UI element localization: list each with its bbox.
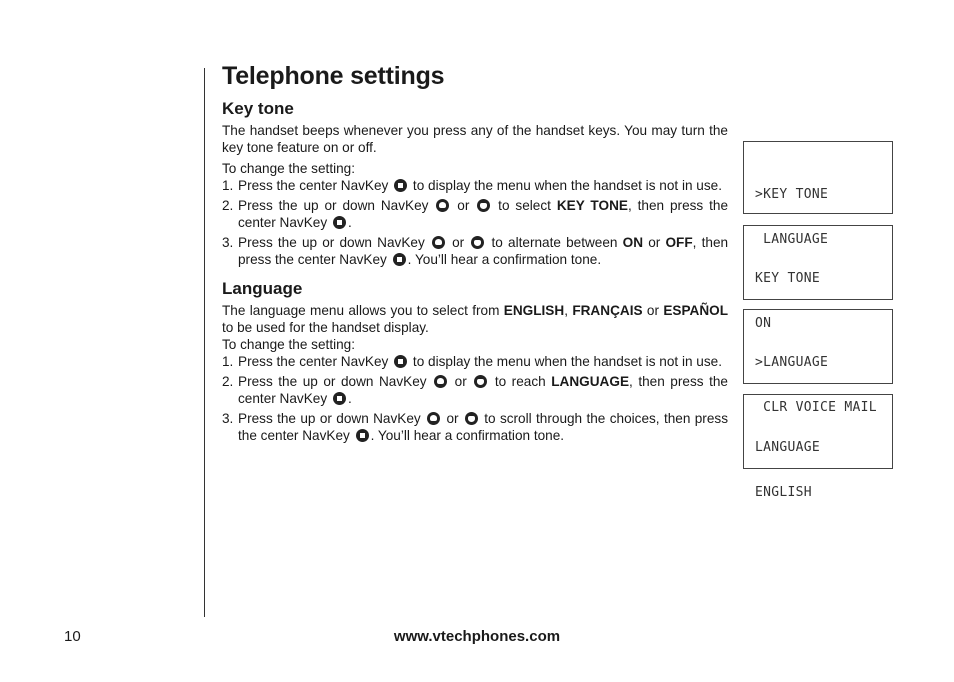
language-heading: Language <box>222 279 303 298</box>
key-tone-steps <box>222 177 728 268</box>
page-title: Telephone settings <box>222 62 445 90</box>
page-number: 10 <box>64 628 81 645</box>
navkey-center-icon <box>356 429 369 442</box>
list-item: 1. Press the center NavKey to display the menu when the handset is not in use. <box>222 178 723 193</box>
footer-url: www.vtechphones.com <box>393 628 561 645</box>
navkey-up-icon <box>427 412 440 425</box>
lcd-screen-key-tone-on: KEY TONE ON <box>743 225 893 300</box>
key-tone-to-change: To change the setting: <box>222 161 356 176</box>
navkey-down-icon <box>465 412 478 425</box>
list-item: 3. Press the up or down NavKey or to alternate between ON or OFF, then press the center NavKey . You’ll hear a confirmation tone. <box>222 235 729 267</box>
navkey-down-icon <box>477 199 490 212</box>
navkey-up-icon <box>436 199 449 212</box>
list-item: 3. Press the up or down NavKey or to scroll through the choices, then press the center NavKey . You’ll hear a confirmation tone. <box>222 411 728 443</box>
list-item: 2. Press the up or down NavKey or to reach LANGUAGE, then press the center NavKey . <box>222 374 728 406</box>
navkey-center-icon <box>333 216 346 229</box>
navkey-center-icon <box>333 392 346 405</box>
navkey-up-icon <box>432 236 445 249</box>
navkey-up-icon <box>434 375 447 388</box>
lcd-screen-key-tone-menu: >KEY TONE LANGUAGE <box>743 141 893 214</box>
lcd-screen-language-english: LANGUAGE ENGLISH <box>743 394 893 469</box>
navkey-down-icon <box>471 236 484 249</box>
key-tone-heading: Key tone <box>222 99 294 118</box>
main-content <box>222 62 728 447</box>
navkey-center-icon <box>394 179 407 192</box>
navkey-center-icon <box>393 253 406 266</box>
language-to-change: To change the setting: <box>222 337 356 352</box>
navkey-center-icon <box>394 355 407 368</box>
list-item: 1. Press the center NavKey to display the menu when the handset is not in use. <box>222 354 723 369</box>
key-tone-intro: The handset beeps whenever you press any of the handset keys. You may turn the key tone feature on or off. <box>222 123 728 155</box>
language-steps <box>222 353 728 444</box>
list-item: 2. Press the up or down NavKey or to select KEY TONE, then press the center NavKey . <box>222 198 729 230</box>
margin-rule <box>204 68 205 617</box>
navkey-down-icon <box>474 375 487 388</box>
language-intro: The language menu allows you to select from ENGLISH, FRANÇAIS or ESPAÑOL to be used for the handset display. <box>222 303 729 335</box>
lcd-screen-language-menu: >LANGUAGE CLR VOICE MAIL <box>743 309 893 384</box>
